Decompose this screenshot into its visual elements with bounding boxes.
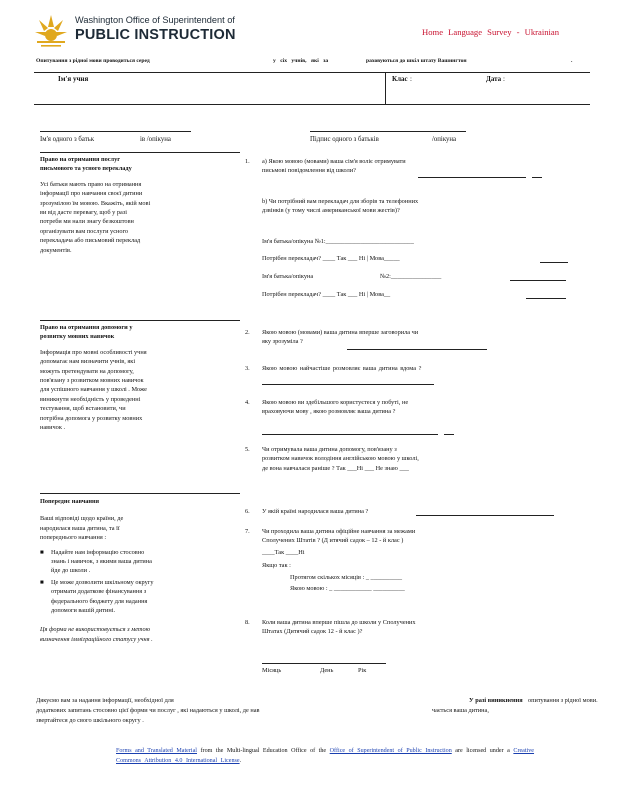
q7-months-field[interactable]: Протягом скількох місяців : _ __________ <box>290 573 403 581</box>
section-title: Право на отримання послуг <box>40 156 121 163</box>
section-text: ви від дасте перевагу, щоб у разі <box>40 209 128 217</box>
q2-number: 2. <box>245 329 250 336</box>
q8-date-line[interactable] <box>262 663 386 664</box>
section-text: документів. <box>40 246 72 254</box>
section-prior-education <box>40 497 245 644</box>
question-text: Чи отримувала ваша дитина допомогу, пов'язану з <box>262 446 397 453</box>
section-interpretation <box>40 155 240 255</box>
parent-name-label-b: ів /опікуна <box>140 136 171 143</box>
question-text: a) Якою мовою (мовами) ваша сім'я воліє отримувати <box>262 158 406 165</box>
license-text: from the Multi-lingual Education Office of the <box>200 748 327 754</box>
section-text: народилася ваша дитина, та її <box>40 524 120 532</box>
license-text: . <box>239 758 242 764</box>
cc-license-link[interactable]: Commons Attribution 4.0 International License <box>116 758 240 764</box>
q6-answer-line[interactable] <box>416 515 554 516</box>
signature-line <box>310 131 466 132</box>
q7-text <box>262 527 415 593</box>
section-text: для успішного навчання у школі . Може <box>40 386 147 394</box>
section-title: Попереднє навчання <box>40 498 100 505</box>
intro-part3: раховуються до шкіл штату Вашингтон <box>366 58 467 64</box>
section-text: Ваші відповіді щодо країни, де <box>40 515 124 523</box>
license-line-2 <box>116 757 241 766</box>
question-text: яку зрозуміла ? <box>262 338 303 346</box>
q2-answer-line[interactable] <box>347 349 487 350</box>
q5-text <box>262 445 419 473</box>
q2-text <box>262 328 418 347</box>
bullet-icon: ■ <box>40 578 44 586</box>
logo-line1: Washington Office of Superintendent of <box>75 15 235 25</box>
license-line-1 <box>116 747 534 756</box>
license-text: are licensed under a <box>455 748 510 754</box>
question-text[interactable]: ____Так ____Ні <box>262 548 305 556</box>
q8-year-label: Рік <box>358 667 367 674</box>
section-text: виникнути необхідність у проведенні <box>40 395 141 403</box>
question-text: Чи проходила ваша дитина офіційне навчання за межами <box>262 528 416 535</box>
section-title: розвитку мовних навичок <box>40 333 115 341</box>
guardian2-language-line[interactable] <box>526 298 566 299</box>
student-row-bottom-rule <box>34 104 590 105</box>
section-text: попереднього навчання : <box>40 534 107 542</box>
question-text: Якою мовою (мовами) ваша дитина вперше заговорила чи <box>262 329 419 336</box>
footer-right-3: чається ваша дитина, <box>432 707 489 714</box>
parent-name-label-a: Ім'я одного з батьк <box>40 136 95 143</box>
section-text: зрозумілою їм мовою. Вкажіть, якій мові <box>40 199 151 207</box>
student-row-divider <box>385 72 386 104</box>
q5-number: 5. <box>245 446 250 453</box>
bullet-item <box>40 578 245 616</box>
bullet-text: Це може дозволити шкільному округу <box>51 578 154 586</box>
guardian2-label-b[interactable]: №2:________________ <box>380 273 442 280</box>
q7-language-field[interactable]: Якою мовою : _ ____________ __________ <box>290 585 405 593</box>
question-text: Якою мовою ви здебільшого користуєтеся у побуті, не <box>262 399 409 406</box>
q1-a <box>262 157 406 176</box>
date-label: Дата <box>486 75 502 83</box>
question-text: Штатах (Дитячий садок 12 - й клас )? <box>262 628 363 636</box>
q1-b <box>262 197 418 216</box>
forms-materials-link[interactable]: Forms and Translated Material <box>116 748 197 754</box>
bullet-text: федерального бюджету для надання <box>51 597 148 605</box>
student-name-field[interactable] <box>100 74 380 100</box>
q4-number: 4. <box>245 399 250 406</box>
q4-text <box>262 398 408 417</box>
question-text: розвитком навичок володіння англійською мовою у школі, <box>262 455 419 463</box>
parent-name-line <box>40 131 191 132</box>
section-title: письмового та усного перекладу <box>40 165 132 173</box>
section-text: потрібна допомога у розвитку мовних <box>40 414 143 422</box>
question-text: Сполучених Штатів ? (Д итячий садок – 12 - й клас ) <box>262 537 404 545</box>
immigration-note: Ця форма не використовується з метою <box>40 626 151 634</box>
q4-answer-line-2[interactable] <box>444 434 454 435</box>
section-text: можуть претендувати на допомогу, <box>40 367 134 375</box>
q6-number: 6. <box>245 508 250 515</box>
footer-thanks-1: Дякуємо вам за надання інформації, необхідної для <box>36 697 174 704</box>
q8-text <box>262 618 416 637</box>
student-name-label: Ім'я учня <box>58 75 89 83</box>
q4-answer-line[interactable] <box>262 434 438 435</box>
section3-top-rule <box>40 493 240 494</box>
q8-day-label: День <box>320 667 334 674</box>
class-field[interactable] <box>416 74 476 100</box>
intro-part2: у сіх учнів, які за <box>273 58 329 64</box>
guardian1-language-line[interactable] <box>540 262 568 263</box>
q1a-answer-line-2[interactable] <box>532 177 542 178</box>
bullet-text: допомоги вашій дитині. <box>51 607 116 615</box>
section-text: пов'язану з розвитком мовних навичок <box>40 377 144 385</box>
q3-answer-line[interactable] <box>262 384 434 385</box>
immigration-note: визначення імміграційного статусу учня . <box>40 635 153 643</box>
question-text: дзвінків (у тому числі американської мови жестів)? <box>262 207 400 215</box>
section-text: інформації про навчання своєї дитини <box>40 190 143 198</box>
section-text: Усі батьки мають право на отримання <box>40 180 142 188</box>
bullet-text: Надайте нам інформацію стосовно <box>51 548 145 556</box>
intro-part4: . <box>571 58 573 64</box>
footer-right-2: опитування з рідної мови. <box>528 697 598 704</box>
bullet-text: знань і навичок, з якими ваша дитина <box>51 558 152 566</box>
question-text: враховуючи мову , якою розмовляє ваша дитина ? <box>262 408 396 416</box>
footer-thanks-2: додаткових запитань стосовно цієї форми чи послуг , які надаються у школі, де нав <box>36 707 260 714</box>
section-text: навичок . <box>40 424 66 432</box>
ospi-logo <box>33 11 258 51</box>
ospi-link[interactable]: Office of Superintendent of Public Instruction <box>329 748 452 754</box>
class-label: Клас <box>392 75 408 83</box>
q8-number: 8. <box>245 619 250 626</box>
creative-link[interactable]: Creative <box>513 748 535 754</box>
section-text: тестування, щоб встановити, чи <box>40 405 126 413</box>
guardian2-label-a: Ім'я батька/опікуна <box>262 273 314 280</box>
section2-top-rule <box>40 320 240 321</box>
footer-right-1: У разі виникнення <box>469 697 523 704</box>
question-text: Коли ваша дитина вперше пішла до школи у Сполучених <box>262 619 416 626</box>
logo-line2: PUBLIC INSTRUCTION <box>75 27 236 43</box>
bullet-icon: ■ <box>40 548 44 556</box>
q3-text: Якою мовою найчастіше розмовляє ваша дитина вдома ? <box>262 365 422 372</box>
section-title: Право на отримання допомоги у <box>40 324 133 331</box>
q1-number: 1. <box>245 158 250 165</box>
sunburst-logo-icon <box>33 13 69 49</box>
question-text: письмові повідомлення від школи? <box>262 167 356 175</box>
q6-text: У якій країні народилася ваша дитина ? <box>262 508 369 515</box>
q7-number: 7. <box>245 528 250 535</box>
q1a-answer-line[interactable] <box>418 177 526 178</box>
section-text: потреби ми нали знагу безкоштовн <box>40 218 134 226</box>
bullet-text: отримати додаткове фінансування з <box>51 588 147 596</box>
date-field[interactable] <box>510 74 586 100</box>
student-row-top-rule <box>34 72 590 73</box>
q3-number: 3. <box>245 365 250 372</box>
section-text: організувати вам послуги усного <box>40 227 129 235</box>
signature-label-a: Підпис одного з батьків <box>310 136 379 143</box>
bullet-item <box>40 548 245 576</box>
section1-top-rule <box>40 152 240 153</box>
bullet-text: йде до школи . <box>51 567 91 575</box>
q8-month-label: Місяць <box>262 667 282 674</box>
guardian1-interpreter[interactable]: Потрібен перекладач? ____ Так ___ Ні | Мова_____ <box>262 255 400 262</box>
footer-thanks-3: звертайтеся до свого шкільного округу . <box>36 717 144 724</box>
question-text[interactable]: де вона навчалася раніше ? Так ___Ні ___ Не знаю ___ <box>262 464 409 472</box>
intro-part1: Опитування з рідної мови проводиться серед <box>36 58 150 64</box>
guardian1-name[interactable]: Ім'я батька/опікуна №1:____________________________ <box>262 238 414 245</box>
section-text: допомагає нам визначити учнів, які <box>40 358 136 366</box>
question-text: Якщо так : <box>262 562 291 570</box>
section-text: перекладача або письмовий переклад <box>40 237 141 245</box>
section-text: Інформація про мовні особливості учня <box>40 348 147 356</box>
question-text: b) Чи потрібний вам перекладач для зборів та телефонних <box>262 198 419 205</box>
section-language-support <box>40 323 240 432</box>
guardian2-line-extra[interactable] <box>510 280 566 281</box>
form-title: Home Language Survey - Ukrainian <box>422 27 560 37</box>
signature-label-b: /опікуна <box>432 136 457 143</box>
guardian2-interpreter[interactable]: Потрібен перекладач? ____ Так ___ Ні | Мова__ <box>262 291 391 298</box>
